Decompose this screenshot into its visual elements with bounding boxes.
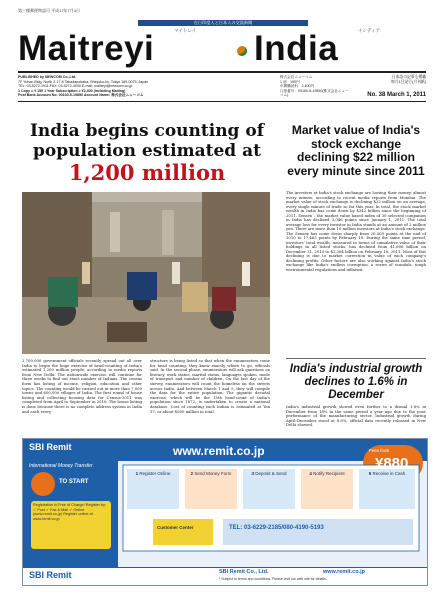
ad-step-5 [359,471,415,476]
ad-url-banner: www.remit.co.jp [173,444,265,458]
jp-company: 株式会社ニューコム [280,75,313,79]
masthead-kana-left: マイトレイ [174,28,197,33]
publisher-price: 1 Copy = ¥ 190 1 Year Subscription = ¥2,400 (Including Mailing) [18,88,126,93]
main-headline [22,121,272,185]
ad-step-3-num: 3 [251,471,254,476]
sbi-remit-advertisement [22,438,428,586]
ad-step-1-label: Register Online [139,471,171,476]
main-headline-text: India begins counting of population estimated at [29,121,265,161]
issue-number: No. 38 March 1, 2011 [367,92,426,98]
ad-step-3-label: Deposit & Send [255,471,287,476]
jp-account: 口座番号：00160-5-19850(株式会社ニューコム) [280,88,349,97]
stock-exchange-headline: Market value of India's stock exchange declining $22 million every minute since 2011 [287,123,425,178]
stock-exchange-body: The investors at India's stock exchange are loosing their money, almost every minute, according to recent media reports from Mumbai. The market value of stock exchange is declining $22 million on an average, every single minute of trade so far this year. In total, the stock market wealth in India has come down by $342 billion since the beginning of 2011. Sensex – the market value based index of 30 selected companies in India has declined 3,046 points since January 1, 2011. The total average loss for every investor in India stands at an amount of 2 million yen. There are more than 10 million investors at India's stock exchange. The Sensex has come down sharply from 20,509 points at the end of 2010 to 17,463 points by February 10. During the same time period, investors' total wealth, measured in terms of cumulative value of their holdings in all listed stocks, has declined from $1,606 billion on December 31, 2010 to $1,364 billion on February 10, 2011. Most of this declining is due to market correction in value of each company's declining profits. Other factors are also working against India's stock exchange like India's endless corruption, a series of scandals, tough environmental regulations and inflation. [286,190,426,272]
ad-company: SBI Remit Co., Ltd. [219,569,269,575]
ad-step-2-label: Send Money Form [194,471,232,476]
ad-to-start: TO START [59,479,89,485]
jp-subscription: 年間購読料：2,400円 [280,84,315,88]
publisher-account: Post Bank Account No. 00160-5-19850 Account Name: 株式会社ニューコム [18,93,144,97]
masthead-title-left: Maitreyi [18,29,155,68]
edition-note: 日本語の記事も掲載 [391,75,426,79]
industrial-growth-body: India's industrial growth slowed even further to a dismal 1.6% in December from 18% in the same period a year ago due to the poor performance of the manufacturing sector. Industrial growth during April-December stood at 8.6%, official data recently released in New Delhi showed. [286,404,426,428]
publisher-contact: TEL: 03-5272-1911 FAX: 03-5272-4040 E-mail: maitreyi@newcom.co.jp [18,84,133,88]
side-divider [286,358,426,359]
ad-registration-note: Registration is Free of Charge! Register by: ✓ Post ✓ Fax & Mail ✓ Online (www.remit.co.jp) Register online at www.remit.co.jp [33,503,107,521]
masthead-globe-logo [237,46,247,56]
edition-frequency: 毎月1日発行(月刊紙) [390,80,426,84]
street-scene-photo [22,192,270,354]
ad-step-2 [185,471,237,476]
ad-step-5-num: 5 [368,471,372,476]
publisher-info [18,75,268,98]
main-story-column-1: 2,700,000 government officials recently spread out all over India to begin the huge exercise of head-counting of India's estimated 1,200 million people, according to media reports from New Delhi. The nationwide exercise will continue for three weeks to find out exact number of Indians. The census form has listing of income, religion, education and other topics. The counting would be carried out in more than 7,000 towns and 600,000 villages of India. The first round of house listing and collecting housing data for Census-2011 was completed from April to September in 2010. The house listing is done because there is no complete address system in India and each every [22,358,142,414]
header-bottom-rule [18,101,426,102]
ad-fee-price: ¥880 [375,455,409,472]
ad-step-4 [301,471,353,476]
ad-tagline: International Money Transfer [29,463,93,469]
ad-step-4-label: Notify Recipient [313,471,345,476]
ad-step-2-num: 2 [190,471,194,476]
newspaper-page [18,8,426,594]
ad-logo: SBI Remit [29,570,72,580]
ad-step-4-num: 4 [309,471,312,476]
ad-step-1 [127,471,179,476]
ad-phone: TEL: 03-6229-2185/080-4190-5193 [229,525,324,531]
main-headline-figure: 1,200 million [68,160,226,185]
ad-customer-center: Customer Center [157,525,194,530]
publisher-name: PUBLISHED by NEWCOM Co.,Ltd. [18,75,77,79]
masthead-kana-right: インディア [358,28,381,33]
edition-info [362,75,426,85]
ad-fine-print: * Subject to terms and conditions. Please visit our web site for details. [219,577,327,581]
ad-step-1-num: 1 [135,471,139,476]
main-story-column-2: structure is being listed so that when the enumerators come for head counting, they know exactly where to go, officials said. In the second phase, enumerators will ask questions on literacy, work status, marital status, languages spoken, mode of transport and number of children. On the last day of the survey, enumerators will count the homeless on the streets across India. And between March 1 and 5, they will compile the data for the entire population. The gigantic decadal exercise, which will be the 15th head-count of India's population since 1872, is undertaken to create a national database. Cost of counting each Indian is estimated at Yen 37, or about $500 million in total. [150,358,270,414]
masthead-title-right: India [254,29,339,68]
publisher-address: 7F Yuhan Bldg, North 2-17-8 Takadanobaba, Shinjuku-ku, Tokyo 169-0075, Japan [18,79,149,84]
ad-step-5-label: Receive in Cash [372,471,406,476]
industrial-growth-headline: India's industrial growth declines to 1.6% in December [289,363,423,401]
ad-fee-label: Fees from [369,448,390,453]
registration-line: 第三種郵便物認可 平成17年7月4日 [18,8,81,13]
jp-price: 1 部：190円 [280,79,300,84]
ad-step-3 [243,471,295,476]
publisher-info-jp [280,75,350,98]
masthead-rule [18,71,426,73]
masthead [18,28,426,68]
tagline-banner: 在日印度人と日本人の交流新聞 [138,20,308,26]
ad-brand-top: SBI Remit [29,442,72,452]
ad-site: www.remit.co.jp [323,569,365,575]
